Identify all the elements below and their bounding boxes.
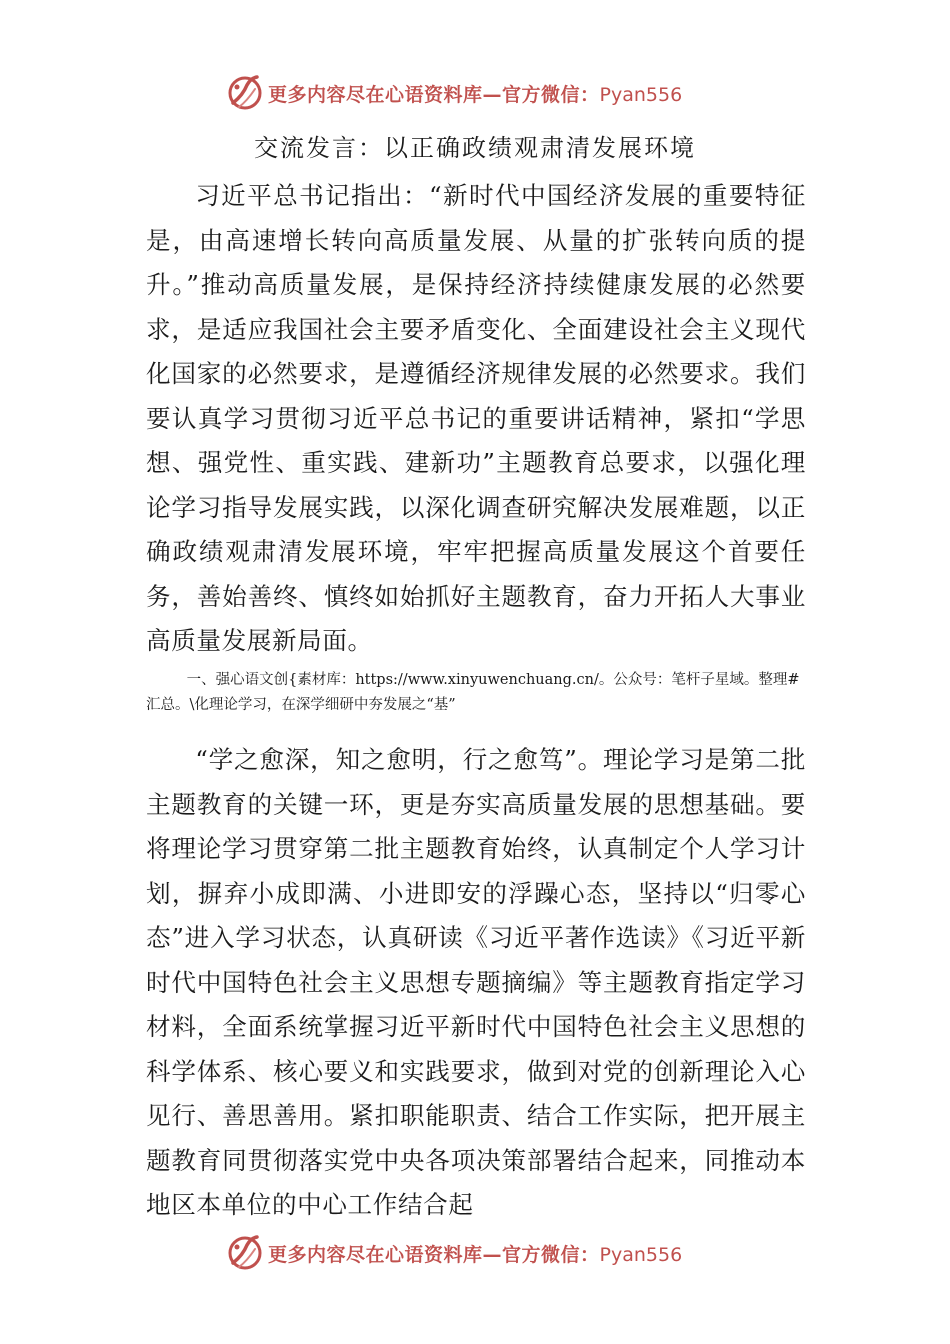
section-heading-1: 一、强心语文创{素材库：https://www.xinyuwenchuang.cn/。公众号：笔杆子星域。整理#汇总。\化理论学习，在深学细研中夯发展之“基” <box>146 672 800 713</box>
document-title: 交流发言：以正确政绩观肃清发展环境 <box>254 134 696 162</box>
ink-brush-logo-icon <box>225 73 265 113</box>
banner-sub-text: 官方微信： <box>502 84 600 106</box>
banner-sub-text: 官方微信： <box>502 1244 600 1266</box>
ink-brush-logo-icon <box>225 1233 265 1273</box>
banner-text <box>268 80 682 107</box>
banner-wechat-id: Pyan556 <box>599 84 683 106</box>
banner-text <box>268 1240 682 1267</box>
banner-main-text: 更多内容尽在心语资料库— <box>268 1244 503 1266</box>
body-paragraph-1: 习近平总书记指出：“新时代中国经济发展的重要特征是，由高速增长转向高质量发展、从量的扩张转向质的提升。”推动高质量发展，是保持经济持续健康发展的必然要求，是适应我国社会主要矛盾变化、全面建设社会主义现代化国家的必然要求，是遵循经济规律发展的必然要求。我们要认真学习贯彻习近平总书记的重要讲话精神，紧扣“学思想、强党性、重实践、建新功”主题教育总要求，以强化理论学习指导发展实践，以深化调查研究解决发展难题，以正确政绩观肃清发展环境，牢牢把握高质量发展这个首要任务，善始善终、慎终如始抓好主题教育，奋力开拓人大事业高质量发展新局面。 <box>146 181 806 655</box>
body-paragraph-2: “学之愈深，知之愈明，行之愈笃”。理论学习是第二批主题教育的关键一环，更是夯实高质量发展的思想基础。要将理论学习贯穿第二批主题教育始终，认真制定个人学习计划，摒弃小成即满、小进即安的浮躁心态，坚持以“归零心态”进入学习状态，认真研读《习近平著作选读》《习近平新时代中国特色社会主义思想专题摘编》等主题教育指定学习材料，全面系统掌握习近平新时代中国特色社会主义思想的科学体系、核心要义和实践要求，做到对党的创新理论入心见行、善思善用。紧扣职能职责、结合工作实际，把开展主题教育同贯彻落实党中央各项决策部署结合起来，同推动本地区本单位的中心工作结合起 <box>146 745 806 1219</box>
banner-main-text: 更多内容尽在心语资料库— <box>268 84 503 106</box>
banner-wechat-id: Pyan556 <box>599 1244 683 1266</box>
header-watermark-banner <box>0 68 950 118</box>
footer-watermark-banner <box>0 1228 950 1278</box>
